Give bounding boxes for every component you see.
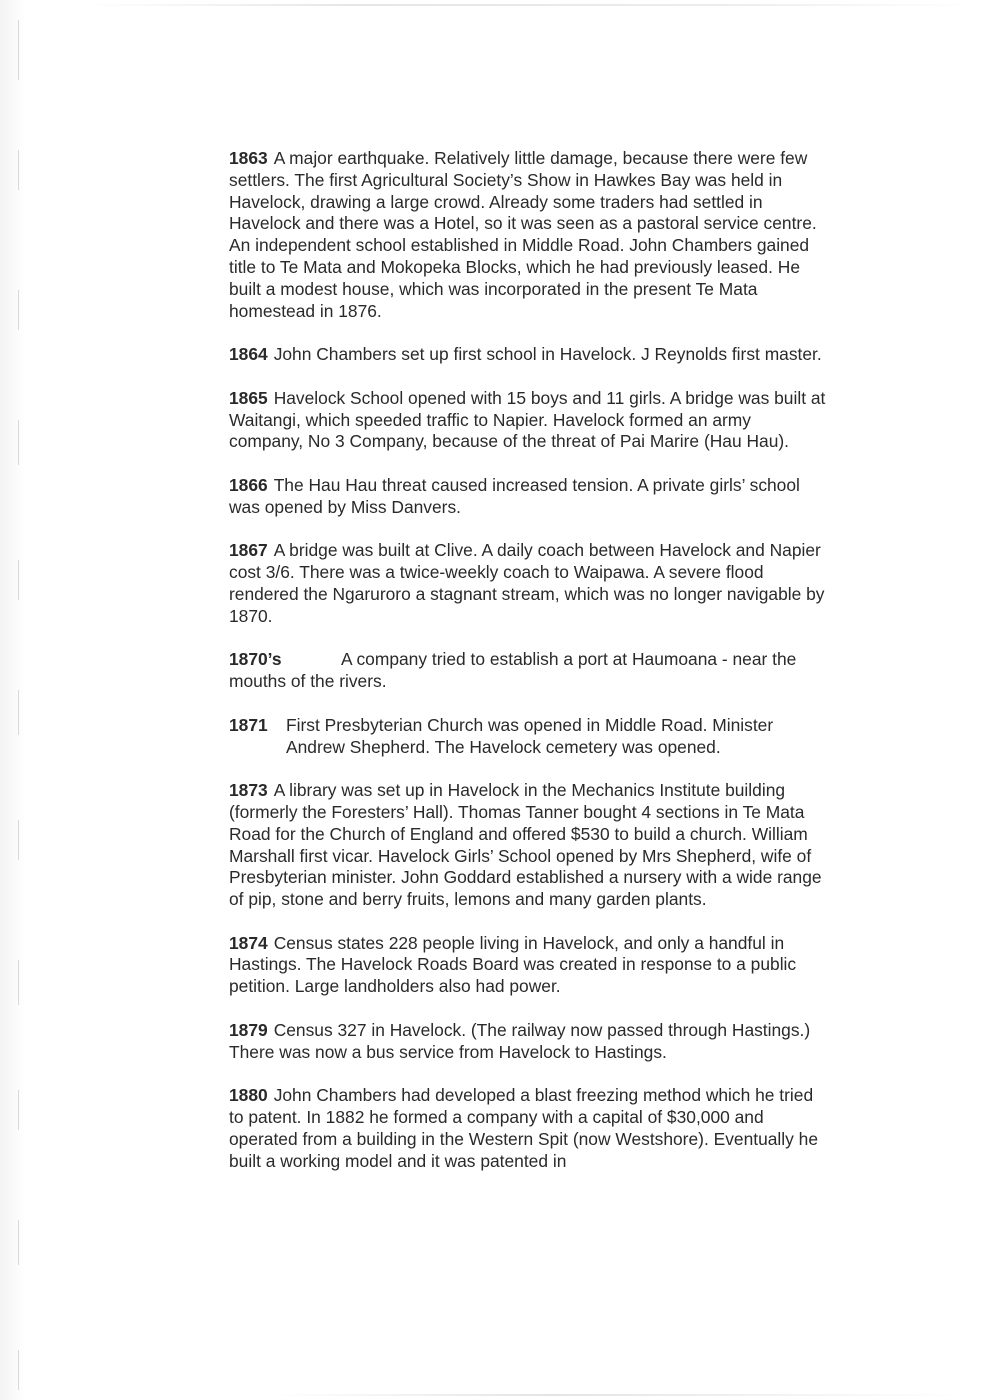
scan-top-edge (80, 4, 980, 6)
entry-year: 1873 (229, 780, 268, 801)
entry-year: 1870’s (229, 649, 282, 670)
entry-year: 1871 (229, 714, 268, 735)
entry-text: A library was set up in Havelock in the Mechanics Institute building (formerly the Foresters’ Hall). Thomas Tanner bought 4 sections in Te Mata Road for the Church of England and offered $530 to build a church. William Marshall first vicar. Havelock Girls’ School opened by Mrs Shepherd, wife of Presbyterian minister. John Goddard established a nursery with a wide range of pip, stone and berry fruits, lemons and many garden plants. (229, 780, 822, 910)
scan-margin-line (18, 960, 19, 1005)
entry-year: 1866 (229, 474, 268, 495)
scan-margin-line (18, 560, 19, 600)
entry-text: A bridge was built at Clive. A daily coach between Havelock and Napier cost 3/6. There was a twice-weekly coach to Waipawa. A severe flood rendered the Ngaruroro a stagnant stream, which was no longer navigable by 1870. (229, 540, 825, 626)
entry-text: A company tried to establish a port at Haumoana - near the mouths of the rivers. (229, 649, 797, 692)
entry-1873 (229, 780, 829, 911)
entry-text: Census states 228 people living in Havelock, and only a handful in Hastings. The Havelock Roads Board was created in response to a public petition. Large landholders also had power. (229, 932, 797, 997)
scan-margin-line (18, 420, 19, 465)
entry-1867 (229, 540, 829, 627)
document-body (229, 148, 829, 1194)
scan-margin-line (18, 20, 19, 80)
entry-year: 1863 (229, 148, 268, 168)
entry-year: 1879 (229, 1019, 268, 1040)
entry-text: John Chambers set up first school in Havelock. J Reynolds first master. (273, 344, 822, 365)
entry-1880 (229, 1085, 829, 1172)
scan-margin-line (18, 1350, 19, 1390)
entry-text: First Presbyterian Church was opened in Middle Road. Minister Andrew Shepherd. The Havelock cemetery was opened. (286, 714, 774, 757)
entry-1871 (229, 715, 829, 759)
scan-margin-line (18, 690, 19, 735)
entry-text: The Hau Hau threat caused increased tension. A private girls’ school was opened by Miss Danvers. (229, 474, 800, 517)
entry-year: 1864 (229, 344, 268, 365)
entry-1874 (229, 933, 829, 998)
entry-1870s (229, 649, 829, 693)
scan-margin-line (18, 290, 19, 330)
entry-1865 (229, 388, 829, 453)
entry-year: 1867 (229, 540, 268, 561)
entry-year: 1865 (229, 387, 268, 408)
scan-margin-line (18, 150, 19, 190)
scan-edge (0, 0, 26, 1400)
entry-text: Census 327 in Havelock. (The railway now passed through Hastings.) There was now a bus service from Havelock to Hastings. (229, 1019, 811, 1062)
entry-1863 (229, 148, 829, 322)
entry-1864 (229, 344, 829, 366)
entry-year: 1880 (229, 1085, 268, 1106)
scan-bottom-edge (270, 1394, 970, 1396)
scan-margin-line (18, 820, 19, 860)
entry-text: John Chambers had developed a blast freezing method which he tried to patent. In 1882 he formed a company with a capital of $30,000 and operated from a building in the Western Spit (now Westshore). Eventually he built a working model and it was patented in (229, 1085, 819, 1171)
entry-text: Havelock School opened with 15 boys and 11 girls. A bridge was built at Waitangi, which speeded traffic to Napier. Havelock formed an army company, No 3 Company, because of the threat of Pai Marire (Hau Hau). (229, 387, 826, 452)
scan-margin-line (18, 1220, 19, 1265)
entry-year: 1874 (229, 932, 268, 953)
entry-1879 (229, 1020, 829, 1064)
scan-margin-line (18, 1090, 19, 1130)
entry-text: A major earthquake. Relatively little damage, because there were few settlers. The first Agricultural Society’s Show in Hawkes Bay was held in Havelock, drawing a large crowd. Already some traders had settled in Havelock and there was a Hotel, so it was seen as a pastoral service centre. An independent school established in Middle Road. John Chambers gained title to Te Mata and Mokopeka Blocks, which he had previously leased. He built a modest house, which was incorporated in the present Te Mata homestead in 1876. (229, 148, 817, 321)
entry-1866 (229, 475, 829, 519)
